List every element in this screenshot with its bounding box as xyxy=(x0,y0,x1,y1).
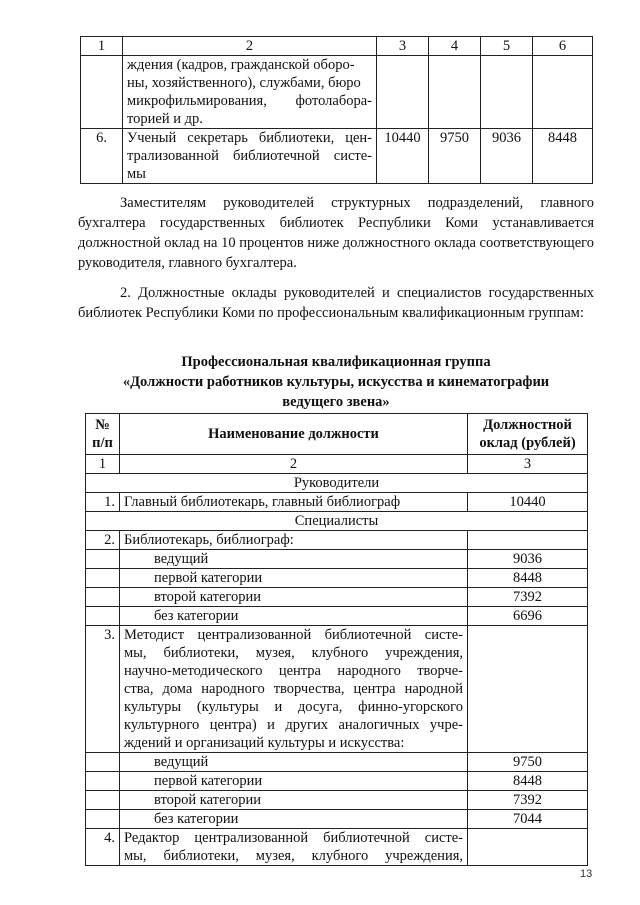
table-row xyxy=(86,588,588,607)
category-label: первой категории xyxy=(120,569,468,588)
paragraph-deputies: Заместителям руководителей структурных подразделений, главного бухгалтера государственных библиотек Республики Коми устанавливается должностной оклад на 10 процентов ниже должностного оклада соответствующего руководителя, главного бухгалтера. xyxy=(78,195,594,271)
group-heading xyxy=(78,352,594,412)
row-number: 2. xyxy=(86,531,120,550)
category-label: первой категории xyxy=(120,772,468,791)
salary-table xyxy=(85,413,588,866)
row-number: 1. xyxy=(86,493,120,512)
table-row xyxy=(86,829,588,866)
column-number: 2 xyxy=(123,37,377,56)
section-title: Руководители xyxy=(86,474,588,493)
column-number: 6 xyxy=(533,37,593,56)
table-row xyxy=(86,810,588,829)
position-name: Главный библиотекарь, главный библиограф xyxy=(120,493,468,512)
heading-line: «Должности работников культуры, искусства и кинематографии xyxy=(122,374,550,390)
salary-value: 9036 xyxy=(481,129,533,184)
salary-value: 8448 xyxy=(468,772,588,791)
table-row xyxy=(86,626,588,753)
salary-value: 9750 xyxy=(429,129,481,184)
category-label: без категории xyxy=(120,810,468,829)
table-header-row xyxy=(86,414,588,455)
salary-value: 7392 xyxy=(468,791,588,810)
section-row xyxy=(86,512,588,531)
category-label: второй категории xyxy=(120,791,468,810)
salary-value: 9036 xyxy=(468,550,588,569)
salary-table-continued xyxy=(80,36,593,184)
heading-line: Профессиональная квалификационная группа xyxy=(181,354,491,370)
column-number: 1 xyxy=(81,37,123,56)
column-number: 4 xyxy=(429,37,481,56)
row-number: 6. xyxy=(81,129,123,184)
category-label: ведущий xyxy=(120,753,468,772)
column-header-number: № п/п xyxy=(86,414,120,455)
column-number-row: 1 2 3 xyxy=(86,455,588,474)
table-header-row xyxy=(81,37,593,56)
section-row xyxy=(86,474,588,493)
page-number: 13 xyxy=(580,868,593,880)
category-label: ведущий xyxy=(120,550,468,569)
position-name: Методист централизованной библиотечной систе- мы, библиотеки, музея, клубного учреждения, научно-методического центра народного творче- ства, дома народного творчества, центра народной культуры (культуры и досуга, финно-угорского культурного центра) и других аналогичных учре- ждений и организаций культуры и искусства: xyxy=(120,626,468,753)
position-name: ждения (кадров, гражданской оборо- ны, хозяйственного), службами, бюро микрофильмирования, фотолабора- торией и др. xyxy=(123,56,377,129)
table-row xyxy=(86,772,588,791)
salary-value: 8448 xyxy=(468,569,588,588)
position-name: Библиотекарь, библиограф: xyxy=(120,531,468,550)
table-row xyxy=(86,753,588,772)
table-row xyxy=(86,550,588,569)
column-header-name: Наименование должности xyxy=(120,414,468,455)
table-row xyxy=(86,569,588,588)
row-number: 3. xyxy=(86,626,120,753)
table-row xyxy=(81,56,593,129)
heading-line: ведущего звена» xyxy=(282,394,390,410)
table-row xyxy=(86,791,588,810)
row-number: 4. xyxy=(86,829,120,866)
salary-value: 10440 xyxy=(468,493,588,512)
salary-value: 7392 xyxy=(468,588,588,607)
salary-value: 9750 xyxy=(468,753,588,772)
salary-value: 10440 xyxy=(377,129,429,184)
salary-value: 7044 xyxy=(468,810,588,829)
salary-value: 8448 xyxy=(533,129,593,184)
salary-value: 6696 xyxy=(468,607,588,626)
table-row xyxy=(86,607,588,626)
column-number: 3 xyxy=(377,37,429,56)
section-title: Специалисты xyxy=(86,512,588,531)
category-label: без категории xyxy=(120,607,468,626)
category-label: второй категории xyxy=(120,588,468,607)
paragraph-salaries: 2. Должностные оклады руководителей и специалистов государственных библиотек Республики Коми по профессиональным квалификационным группам: xyxy=(78,285,594,321)
position-name: Ученый секретарь библиотеки, цен- трализованной библиотечной систе- мы xyxy=(123,129,377,184)
column-number: 5 xyxy=(481,37,533,56)
table-row xyxy=(81,129,593,184)
table-row xyxy=(86,493,588,512)
position-name: Редактор централизованной библиотечной систе- мы, библиотеки, музея, клубного учреждения, xyxy=(120,829,468,866)
column-header-salary: Должностной оклад (рублей) xyxy=(468,414,588,455)
table-row xyxy=(86,531,588,550)
